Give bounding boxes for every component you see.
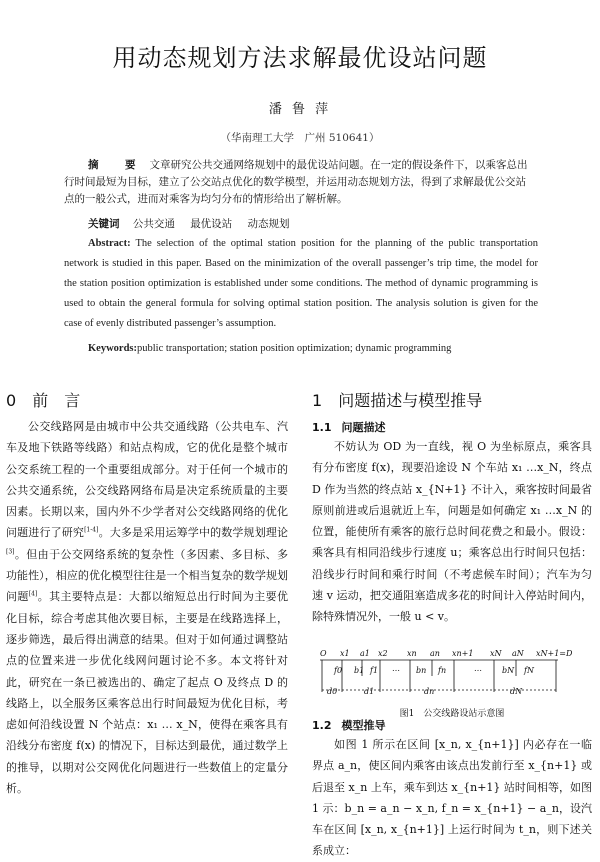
fig-label-b1: b1	[354, 666, 365, 675]
abstract-en	[64, 234, 538, 334]
keywords-cn-label: 关键词	[88, 218, 120, 230]
abstract-cn-text: 文章研究公共交通网络规划中的最优设站问题。在一定的假设条件下，以乘客总出行时间最短为目标，建立了公交站点优化的数学模型，并运用动态规划方法，得到了求解最优公交站点的一般公式，进而对乘客为均匀分布的情形给出了解析解。	[64, 159, 528, 205]
fig-label-xn: xn	[407, 649, 417, 658]
author: 潘 鲁 萍	[268, 102, 332, 117]
keyword-cn: 最优设站	[190, 218, 233, 230]
section-0-text: 。其主要特点是：大都以缩短总出行时间为主要优化目标，综合考虑其他次要目标，主要是在线路选择上，逐步筛选，最后得出满意的结果。但对于如何通过调整站点的位置来进一步优化线网问题讨论不多。本文将针对此，研究在一条已被选出的、确定了起点 O 及终点 D 的线路上，以全服务区乘客总出行时间最短为优化目标，考虑如何沿线设置 N 个站点：x₁ … x_N，使得在乘客具有沿线分布密度 f(x) 的情况下，目标达到最优，通过数学上的推导，以期对公交网优化问题进行一些数值上的定量分析。	[6, 590, 289, 796]
section-0-title: 前 言	[32, 391, 81, 410]
fig-label-dN: dN	[510, 687, 523, 696]
section-0-heading	[6, 388, 80, 411]
subsection-1-1-heading	[312, 419, 386, 435]
section-0-body	[6, 416, 288, 799]
section-0-number: 0	[6, 391, 17, 410]
fig-label-x1: x1	[340, 649, 350, 658]
fig-label-f1: f1	[370, 666, 379, 675]
fig-label-a1: a1	[360, 649, 370, 658]
keywords-en	[88, 343, 451, 354]
citation: [3]	[6, 548, 15, 556]
keyword-cn: 公共交通	[132, 218, 175, 230]
fig-label-xN: xN	[490, 649, 502, 658]
fig-label-bN: bN	[502, 666, 515, 675]
fig-label-aN: aN	[512, 649, 524, 658]
section-0-paragraph	[6, 416, 288, 799]
fig-label-xN1D: xN+1=D	[536, 649, 573, 658]
section-0-text: 公交线路网是由城市中公共交通线路（公共电车、汽车及地下铁路等线路）和站点构成，它的优化是整个城市公交系统工程的一个重要组成部分。对于任何一个城市的公共交通系统，公交线路网络布局是决定系统质量的主要因素。长期以来，国内外不少学者对公交线路网络的优化问题进行了研究	[6, 420, 288, 540]
section-1-title: 问题描述与模型推导	[338, 391, 483, 410]
fig-label-x2: x2	[378, 649, 388, 658]
keywords-en-label: Keywords:	[88, 343, 137, 354]
subsection-title: 模型推导	[341, 719, 386, 732]
citation: [1-4]	[84, 526, 99, 534]
figure-1-caption: 图1 公交线路设站示意图	[399, 709, 505, 719]
section-0-text: 。大多是采用运筹学中的数学规划理论	[98, 526, 289, 540]
keywords-en-text: public transportation; station position optimization; dynamic programming	[137, 343, 452, 354]
subsection-number: 1.2	[312, 719, 332, 732]
figure-1-diagram	[312, 646, 592, 706]
fig-label-dots: …	[392, 664, 400, 673]
affiliation: （华南理工大学 广州 510641）	[220, 132, 380, 144]
fig-label-dots: …	[474, 664, 482, 673]
fig-label-dn: dn	[424, 687, 435, 696]
fig-label-O: O	[320, 649, 327, 658]
paper-title: 用动态规划方法求解最优设站问题	[112, 44, 488, 72]
fig-label-xn1: xn+1	[452, 649, 474, 658]
keywords-cn	[88, 216, 302, 231]
subsection-1-2-body	[312, 734, 592, 862]
abstract-cn	[64, 157, 536, 208]
fig-label-d0: d0	[327, 687, 338, 696]
fig-label-fN: fN	[524, 666, 534, 675]
subsection-1-1-paragraph: 不妨认为 OD 为一直线，视 O 为坐标原点，乘客具有分布密度 f(x)，现要沿途设 N 个车站 x₁ …x_N，终点 D 作为当然的终点站 x_{N+1} 不计入，乘客按时间最省原则前进或后退就近上车，问题是如何确定 x₁ …x_N 的位置，能使所有乘客的旅行总时间花费之和最小。假设：乘客具有相同沿线步行速度 u；乘客总出行时间只包括：沿线步行时间和乘行时间（不考虑候车时间）；汽车为匀速 v 运动，把交通阻塞造成多花的时间计入停站时间内，除特殊情况外，一般 u < v。	[312, 440, 592, 624]
section-0-text: 。但由于公交网络系统的复杂性（多因素、多目标、多功能性），相应的优化模型往往是一个相当复杂的数学规划问题	[6, 547, 288, 604]
fig-label-fn: fn	[438, 666, 447, 675]
subsection-1-2-paragraph: 如图 1 所示在区间 [x_n, x_{n+1}] 内必存在一临界点 a_n，使区间内乘客由该点出发前行至 x_{n+1} 或后退至 x_n 上车，乘车到达 x_{n+1} 站时间相等，如图 1 示：b_n = a_n − x_n, f_n = x_{n+1} − a_n，设汽车在区间 [x_n, x_{n+1}] 上运行时间为 t_n，则下述关系成立：	[312, 738, 592, 858]
section-1-number: 1	[312, 391, 323, 410]
abstract-en-label: Abstract:	[88, 238, 131, 249]
subsection-1-2-heading	[312, 717, 386, 733]
fig-label-d1: d1	[364, 687, 375, 696]
subsection-title: 问题描述	[341, 421, 386, 434]
section-1-heading	[312, 388, 482, 411]
subsection-1-1-body	[312, 436, 592, 628]
abstract-cn-label: 摘 要	[88, 159, 144, 171]
citation: [4]	[28, 590, 38, 598]
subsection-number: 1.1	[312, 421, 332, 434]
fig-label-an: an	[430, 649, 440, 658]
keyword-cn: 动态规划	[247, 218, 290, 230]
fig-label-f0: f0	[334, 666, 343, 675]
fig-label-bn: bn	[416, 666, 427, 675]
abstract-en-text: The selection of the optimal station position for the planning of the public transportation network is studied in this paper. Based on the minimization of the overall passenger’s trip time, the model for the station position optimization is established under some conditions. The method of dynamic programming is used to obtain the general formula for solving optimal station position. The analysis solution is given for the case of evenly distributed passenger’s assumption.	[64, 238, 539, 329]
